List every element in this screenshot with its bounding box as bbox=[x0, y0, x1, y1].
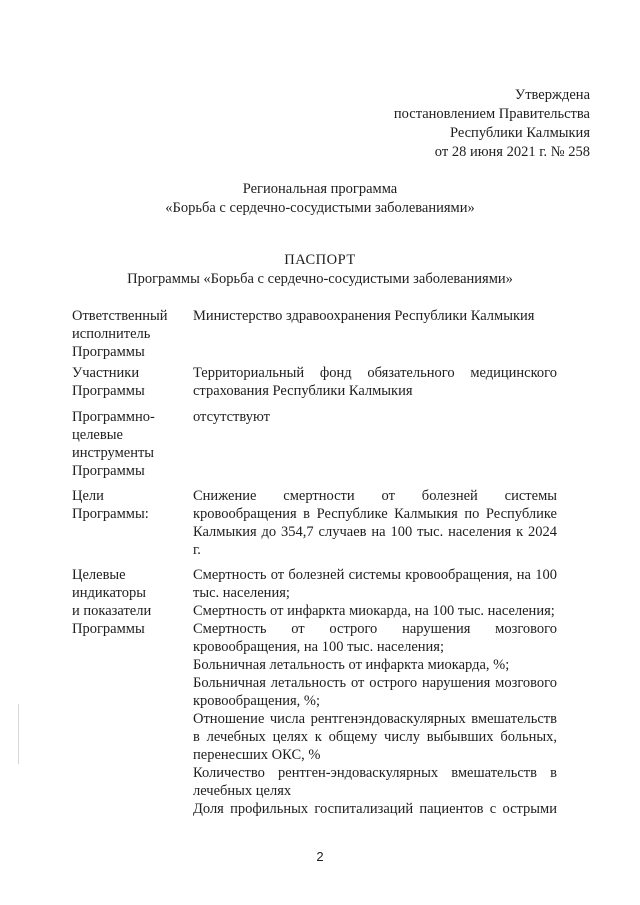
indicator-item: Доля профильных госпитализаций пациентов с острыми bbox=[193, 801, 557, 817]
label-line: Программы bbox=[72, 621, 145, 637]
label-line: Цели bbox=[72, 488, 104, 504]
label-line: индикаторы bbox=[72, 585, 146, 601]
indicator-item: Отношение числа рентгенэндоваскулярных вмешательств в лечебных целях к общему числу выбывших больных, перенесших ОКС, % bbox=[193, 711, 557, 763]
label-line: исполнитель bbox=[72, 326, 151, 342]
approval-line: Утверждена bbox=[514, 87, 590, 103]
passport-row-indicators bbox=[72, 566, 557, 818]
row-value: Территориальный фонд обязательного медицинского страхования Республики Калмыкия bbox=[193, 365, 557, 399]
indicator-item: Больничная летальность от острого нарушения мозгового кровообращения, %; bbox=[193, 675, 557, 709]
indicator-item: Смертность от болезней системы кровообращения, на 100 тыс. населения; bbox=[193, 567, 557, 601]
label-line: Программы bbox=[72, 344, 145, 360]
row-label bbox=[72, 566, 182, 638]
approval-stamp bbox=[394, 86, 590, 162]
indicator-item: Смертность от острого нарушения мозгового кровообращения, на 100 тыс. населения; bbox=[193, 621, 557, 655]
row-label bbox=[72, 364, 182, 400]
indicator-item: Количество рентген-эндоваскулярных вмешательств в лечебных целях bbox=[193, 765, 557, 799]
passport-heading bbox=[0, 251, 640, 289]
label-line: Программно- bbox=[72, 409, 155, 425]
indicator-item: Смертность от инфаркта миокарда, на 100 тыс. населения; bbox=[193, 603, 555, 619]
indicator-item: Больничная летальность от инфаркта миокарда, %; bbox=[193, 657, 510, 673]
label-line: инструменты bbox=[72, 445, 155, 461]
row-value: Снижение смертности от болезней системы кровообращения в Республике Калмыкия по Республике Калмыкия до 354,7 случаев на 100 тыс. населения к 2024 г. bbox=[193, 488, 557, 558]
label-line: целевые bbox=[72, 427, 123, 443]
row-label bbox=[72, 307, 182, 361]
scan-artifact bbox=[18, 704, 19, 764]
label-line: Участники bbox=[72, 365, 140, 381]
row-label bbox=[72, 487, 182, 523]
approval-line: Республики Калмыкия bbox=[449, 125, 590, 141]
program-name: «Борьба с сердечно-сосудистыми заболеваниями» bbox=[165, 200, 475, 216]
passport-row-instruments bbox=[72, 408, 557, 487]
passport-subtitle: Программы «Борьба с сердечно-сосудистыми заболеваниями» bbox=[127, 271, 513, 287]
program-type: Региональная программа bbox=[242, 181, 398, 197]
label-line: Ответственный bbox=[72, 308, 168, 324]
approval-date-line: от 28 июня 2021 г. № 258 bbox=[434, 144, 590, 160]
passport-table bbox=[72, 307, 557, 818]
passport-row-goals bbox=[72, 487, 557, 566]
label-line: Программы: bbox=[72, 506, 149, 522]
passport-title: ПАСПОРТ bbox=[284, 252, 356, 268]
label-line: и показатели bbox=[72, 603, 152, 619]
approval-line: постановлением Правительства bbox=[393, 106, 590, 122]
passport-row-executor bbox=[72, 307, 557, 364]
label-line: Целевые bbox=[72, 567, 126, 583]
row-value: отсутствуют bbox=[193, 409, 270, 425]
passport-row-participants bbox=[72, 364, 557, 408]
page-number: 2 bbox=[316, 849, 324, 864]
row-label bbox=[72, 408, 182, 480]
label-line: Программы bbox=[72, 383, 145, 399]
label-line: Программы bbox=[72, 463, 145, 479]
row-value: Министерство здравоохранения Республики Калмыкия bbox=[193, 308, 535, 324]
program-heading bbox=[0, 180, 640, 218]
indicator-list bbox=[193, 566, 557, 818]
